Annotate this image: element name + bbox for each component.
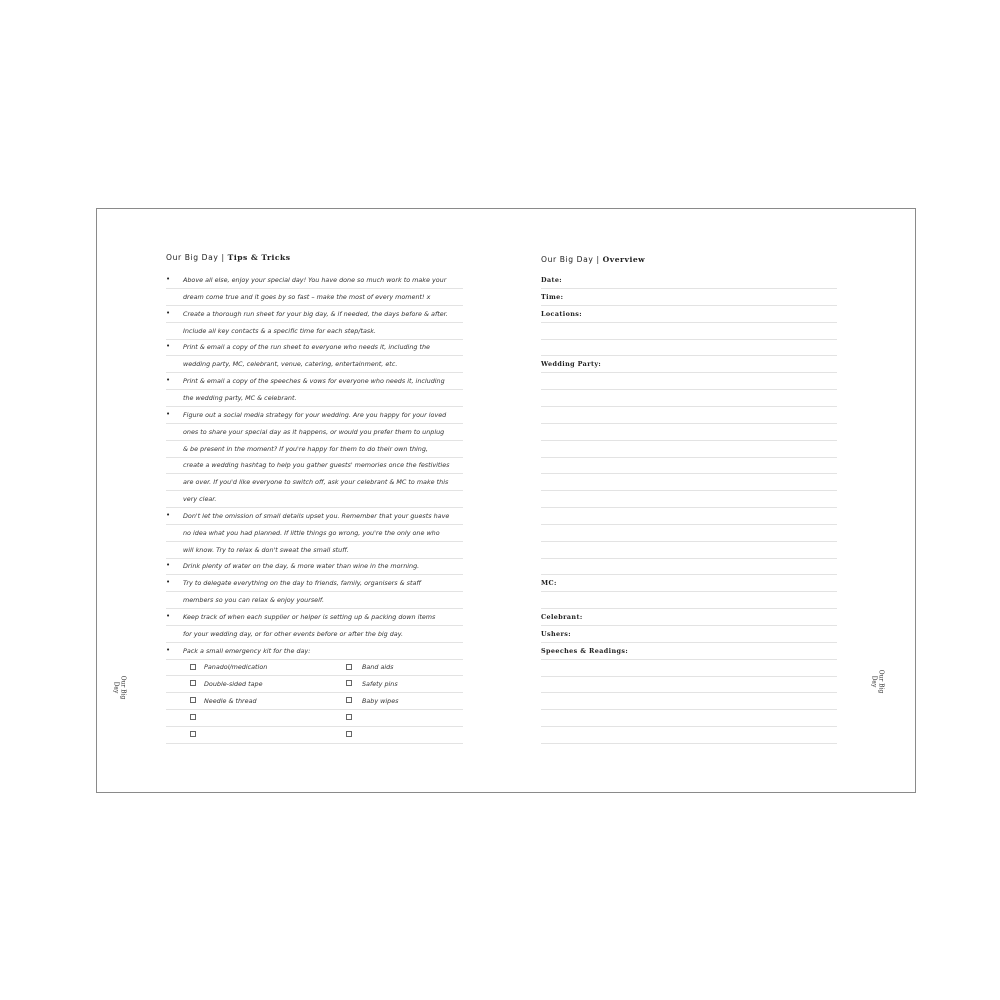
tip-line: very clear.	[183, 495, 217, 504]
right-page-title	[541, 255, 645, 264]
ruled-line	[541, 709, 837, 710]
tip-line: no idea what you had planned. If little things go wrong, you're the only one who	[183, 528, 440, 537]
tip-line: Pack a small emergency kit for the day:	[183, 646, 311, 655]
locations-label: Locations:	[541, 310, 583, 318]
right-title-main: Overview	[602, 255, 646, 264]
tip-line: Above all else, enjoy your special day! You have done so much work to make your	[183, 276, 447, 284]
bullet-point: •	[166, 612, 171, 620]
ruled-line	[166, 608, 463, 609]
date-label: Date:	[541, 276, 563, 284]
time-label: Time:	[541, 293, 564, 301]
checkbox[interactable]	[346, 680, 352, 686]
ruled-line	[541, 692, 837, 693]
ruled-line	[166, 558, 463, 559]
ruled-line	[541, 457, 837, 458]
ruled-line	[166, 372, 463, 373]
tip-line: Drink plenty of water on the day, & more water than wine in the morning.	[183, 562, 420, 571]
ruled-line	[166, 574, 463, 575]
mc-label: MC:	[541, 579, 557, 587]
tip-line: wedding party, MC, celebrant, venue, catering, entertainment, etc.	[183, 360, 398, 369]
checkbox[interactable]	[190, 680, 196, 686]
checklist-item-label: Panadol/medication	[204, 663, 268, 671]
ruled-line	[166, 625, 463, 626]
checklist-item-label: Baby wipes	[362, 696, 399, 705]
tip-line: Print & email a copy of the speeches & vows for everyone who needs it, including	[183, 377, 445, 386]
ruled-line	[166, 726, 463, 727]
ruled-line	[541, 591, 837, 592]
tip-line: Keep track of when each supplier or helper is setting up & packing down items	[183, 613, 436, 621]
checkbox[interactable]	[190, 697, 196, 703]
ruled-line	[166, 675, 463, 676]
tip-line: are over. If you'd like everyone to switch off, ask your celebrant & MC to make this	[183, 478, 449, 487]
bullet-point: •	[166, 561, 171, 570]
bullet-point: •	[166, 645, 171, 654]
ruled-line	[541, 608, 837, 609]
tip-line: & be present in the moment? If you're happy for them to do their own thing,	[183, 444, 428, 453]
bullet-point: •	[166, 578, 171, 587]
ushers-label: Ushers:	[541, 630, 572, 638]
ruled-line	[166, 709, 463, 710]
tip-line: will know. Try to relax & don't sweat the small stuff.	[183, 545, 349, 554]
ruled-line	[166, 490, 463, 491]
ruled-line	[541, 541, 837, 542]
checkbox[interactable]	[346, 731, 352, 737]
ruled-line	[541, 507, 837, 508]
ruled-line	[541, 423, 837, 424]
ruled-line	[541, 473, 837, 474]
wedding-party-label: Wedding Party:	[541, 360, 602, 368]
ruled-line	[166, 473, 463, 474]
left-title-main: Tips & Tricks	[227, 253, 291, 262]
checkbox[interactable]	[190, 664, 196, 670]
ruled-line	[166, 305, 463, 306]
ruled-line	[166, 524, 463, 525]
ruled-line	[166, 406, 463, 407]
ruled-line	[166, 743, 463, 744]
checkbox[interactable]	[346, 714, 352, 720]
tip-line: Figure out a social media strategy for your wedding. Are you happy for your loved	[183, 410, 447, 419]
speeches-label: Speeches & Readings:	[541, 647, 629, 655]
ruled-line	[541, 389, 837, 390]
ruled-line	[166, 339, 463, 340]
checkbox[interactable]	[346, 664, 352, 670]
checkbox[interactable]	[346, 697, 352, 703]
ruled-line	[541, 726, 837, 727]
ruled-line	[541, 574, 837, 575]
bullet-point: •	[166, 376, 171, 385]
ruled-line	[166, 389, 463, 390]
ruled-line	[541, 339, 837, 340]
ruled-line	[166, 659, 463, 660]
tip-line: Print & email a copy of the run sheet to everyone who needs it, including the	[183, 343, 430, 352]
ruled-line	[541, 625, 837, 626]
tip-line: Don't let the omission of small details upset you. Remember that your guests have	[183, 511, 450, 520]
ruled-line	[166, 541, 463, 542]
ruled-line	[541, 406, 837, 407]
ruled-line	[166, 440, 463, 441]
ruled-line	[541, 372, 837, 373]
ruled-line	[166, 423, 463, 424]
ruled-line	[541, 490, 837, 491]
ruled-line	[541, 355, 837, 356]
ruled-line	[541, 558, 837, 559]
ruled-line	[541, 305, 837, 306]
ruled-line	[166, 591, 463, 592]
ruled-line	[166, 692, 463, 693]
bullet-point: •	[166, 342, 171, 351]
tip-line: ones to share your special day as it happens, or would you prefer them to unplug	[183, 427, 445, 436]
checklist-item-label: Safety pins	[362, 679, 398, 688]
ruled-line	[166, 288, 463, 289]
checklist-item-label: Band aids	[362, 663, 394, 671]
celebrant-label: Celebrant:	[541, 613, 583, 621]
bullet-point: •	[166, 510, 171, 519]
ruled-line	[166, 355, 463, 356]
checkbox[interactable]	[190, 714, 196, 720]
ruled-line	[541, 659, 837, 660]
tip-line: Create a thorough run sheet for your big day, & if needed, the days before & after.	[183, 309, 448, 318]
tip-line: Include all key contacts & a specific time for each step/task.	[183, 326, 376, 335]
ruled-line	[166, 642, 463, 643]
tip-line: for your wedding day, or for other events before or after the big day.	[183, 629, 404, 638]
ruled-line	[541, 676, 837, 677]
ruled-line	[541, 642, 837, 643]
bullet-point: •	[166, 409, 171, 418]
ruled-line	[166, 507, 463, 508]
right-side-tab: Our Big Day	[871, 669, 885, 694]
checklist-item-label: Double-sided tape	[204, 679, 263, 688]
right-title-prefix: Our Big Day |	[541, 255, 603, 264]
ruled-line	[166, 457, 463, 458]
tip-line: the wedding party, MC & celebrant.	[183, 393, 297, 402]
tip-line: members so you can relax & enjoy yourself.	[183, 596, 325, 605]
left-page-title	[166, 253, 291, 262]
ruled-line	[541, 743, 837, 744]
ruled-line	[541, 288, 837, 289]
ruled-line	[166, 322, 463, 323]
left-side-tab: Our Big Day	[113, 675, 127, 700]
ruled-line	[541, 524, 837, 525]
checklist-item-label: Needle & thread	[204, 696, 257, 705]
bullet-point: •	[166, 275, 171, 283]
ruled-line	[541, 322, 837, 323]
ruled-line	[541, 440, 837, 441]
tip-line: Try to delegate everything on the day to friends, family, organisers & staff	[183, 579, 422, 588]
tip-line: create a wedding hashtag to help you gather guests' memories once the festivities	[183, 461, 450, 470]
checkbox[interactable]	[190, 731, 196, 737]
bullet-point: •	[166, 308, 171, 317]
tip-line: dream come true and it goes by so fast – make the most of every moment! x	[183, 292, 431, 301]
left-title-prefix: Our Big Day |	[166, 253, 228, 262]
